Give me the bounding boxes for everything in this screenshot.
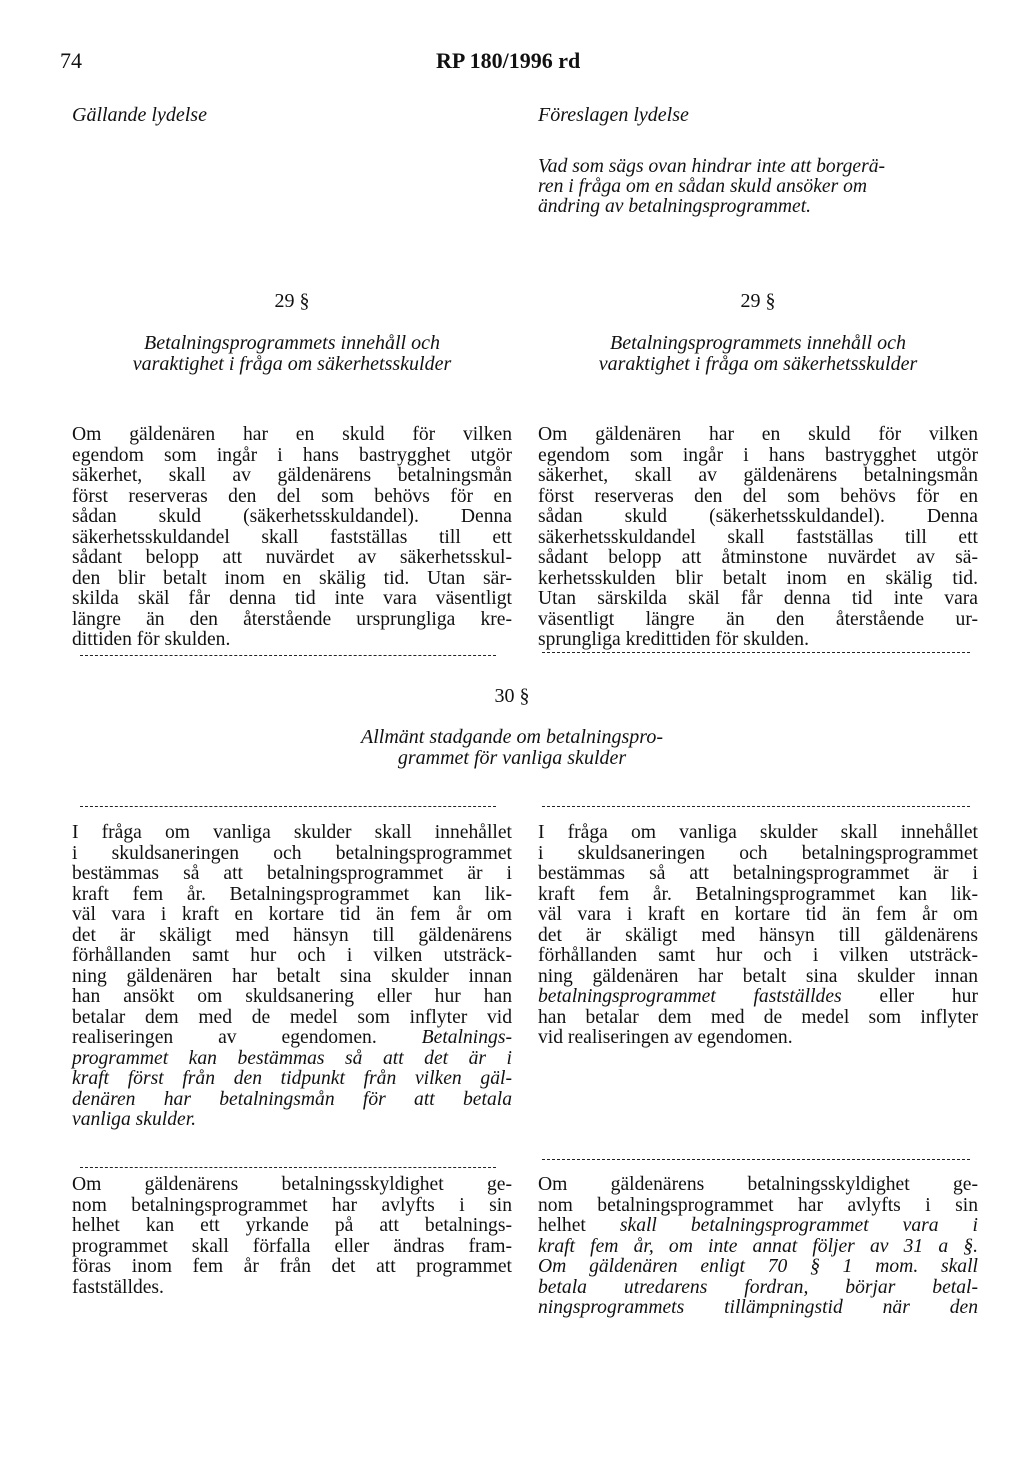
text-line: nom betalningsprogrammet har avlyfts i sin <box>538 1194 978 1216</box>
text-line <box>72 1028 512 1049</box>
dashed-divider <box>80 806 496 807</box>
text-line: han ansökt om skuldsanering eller hur han <box>72 986 512 1007</box>
text-line: programmet skall förfalla eller ändras fram- <box>72 1235 512 1257</box>
text-segment: eller hur <box>879 986 978 1007</box>
text-line: programmet kan bestämmas så att det är i <box>72 1047 512 1069</box>
text-line: väl vara i kraft en kortare tid än fem år om <box>72 904 512 925</box>
text-line: betala utredarens fordran, börjar betal- <box>538 1276 978 1298</box>
text-line: egendom som ingår i hans bastrygghet utgör <box>538 444 978 466</box>
section-30-paragraph-2-left <box>72 1175 512 1298</box>
text-line: Om gäldenären enligt 70 § 1 mom. skall <box>538 1256 978 1277</box>
text-line: kraft först från den tidpunkt från vilken gäl- <box>72 1068 512 1089</box>
title-line: Betalningsprogrammets innehåll och <box>610 332 906 354</box>
section-30-number: 30 § <box>494 685 530 707</box>
text-line: Om gäldenärens betalningsskyldighet ge- <box>72 1174 512 1195</box>
text-line: sådan skuld (säkerhetsskuldandel). Denna <box>72 506 512 527</box>
text-line: kraft fem år. Betalningsprogrammet kan lik- <box>538 883 978 905</box>
right-column-heading: Föreslagen lydelse <box>538 104 689 126</box>
text-line: säkerhetsskuldandel skall fastställas till ett <box>538 526 978 548</box>
italic-text-segment: betalningsprogrammet fastställdes <box>538 986 842 1007</box>
section-30-paragraph-1-left <box>72 823 512 1131</box>
text-line: I fråga om vanliga skulder skall innehållet <box>538 822 978 843</box>
left-column-heading: Gällande lydelse <box>72 104 207 126</box>
text-line: den blir betalt inom en skälig tid. Utan sär- <box>72 567 512 589</box>
text-line: Utan särskilda skäl får denna tid inte vara <box>538 588 978 609</box>
section-30-paragraph-2-right <box>538 1175 978 1319</box>
text-line: kraft fem år, om inte annat följer av 31 a §. <box>538 1235 978 1257</box>
text-line: denären har betalningsmån för att betala <box>72 1088 512 1110</box>
text-line: sådant belopp att åtminstone nuvärdet av sä- <box>538 547 978 568</box>
title-line: grammet för vanliga skulder <box>397 746 627 769</box>
text-line <box>538 1216 978 1237</box>
text-line: först reserveras den del som behövs för en <box>538 485 978 507</box>
text-line: Vad som sägs ovan hindrar inte att borgerä- <box>538 156 886 177</box>
section-30-title <box>292 727 732 768</box>
dashed-divider <box>80 655 496 656</box>
section-30-paragraph-1-right <box>538 823 978 1049</box>
dashed-divider <box>542 652 970 653</box>
title-line: Betalningsprogrammets innehåll och <box>144 332 440 354</box>
text-line: ning gäldenären har betalt sina skulder innan <box>72 965 512 987</box>
text-line: Om gäldenärens betalningsskyldighet ge- <box>538 1174 978 1195</box>
text-line: sådan skuld (säkerhetsskuldandel). Denna <box>538 506 978 527</box>
text-line <box>538 987 978 1008</box>
text-line: säkerhetsskuldandel skall fastställas till ett <box>72 526 512 548</box>
document-title: RP 180/1996 rd <box>436 48 581 73</box>
text-line: först reserveras den del som behövs för en <box>72 485 512 507</box>
title-line: varaktighet i fråga om säkerhetsskulder <box>132 352 452 375</box>
text-segment: helhet <box>538 1215 586 1236</box>
text-line: vid realiseringen av egendomen. <box>538 1027 793 1048</box>
text-line: helhet kan ett yrkande på att betalnings- <box>72 1215 512 1236</box>
title-line: varaktighet i fråga om säkerhetsskulder <box>598 352 918 375</box>
dashed-divider <box>80 1167 496 1168</box>
dashed-divider <box>542 806 970 807</box>
page-number: 74 <box>60 48 82 73</box>
text-line: föras inom fem år från det att programmet <box>72 1256 512 1277</box>
section-29-paragraph-right <box>538 425 978 651</box>
text-line: Om gäldenären har en skuld för vilken <box>72 424 512 445</box>
text-line: bestämmas så att betalningsprogrammet är i <box>72 863 512 884</box>
text-line: väsentligt längre än den återstående ur- <box>538 608 978 630</box>
text-line: förhållanden samt hur och i vilken utsträck- <box>538 945 978 966</box>
text-line: bestämmas så att betalningsprogrammet är i <box>538 863 978 884</box>
text-line: vanliga skulder. <box>72 1109 197 1130</box>
text-line: dittiden för skulden. <box>72 629 231 650</box>
text-line: nom betalningsprogrammet har avlyfts i sin <box>72 1194 512 1216</box>
text-line: det är skäligt med hänsyn till gäldenärens <box>72 924 512 946</box>
text-line: ningsprogrammets tillämpningstid när den <box>538 1297 978 1318</box>
text-line: det är skäligt med hänsyn till gäldenärens <box>538 924 978 946</box>
italic-text-segment: Betalnings- <box>421 1027 512 1048</box>
text-line: sådant belopp att nuvärdet av säkerhetsskul- <box>72 547 512 568</box>
text-line: ren i fråga om en sådan skuld ansöker om <box>538 176 868 197</box>
text-line: han betalar dem med de medel som inflyter <box>538 1006 978 1028</box>
text-segment: realiseringen av egendomen. <box>72 1027 377 1048</box>
section-29-number-right: 29 § <box>740 290 776 312</box>
text-line: skilda skäl får denna tid inte vara väsentligt <box>72 588 512 609</box>
section-29-paragraph-left <box>72 425 512 651</box>
intro-paragraph-right <box>538 157 978 217</box>
section-29-number-left: 29 § <box>274 290 310 312</box>
italic-text-segment: skall betalningsprogrammet vara i <box>619 1215 978 1236</box>
text-line: längre än den återstående ursprungliga kre- <box>72 608 512 630</box>
text-line: fastställdes. <box>72 1276 164 1298</box>
text-line: förhållanden samt hur och i vilken utsträck- <box>72 945 512 966</box>
text-line: I fråga om vanliga skulder skall innehållet <box>72 822 512 843</box>
text-line: betalar dem med de medel som inflyter vid <box>72 1006 512 1028</box>
text-line: ning gäldenären har betalt sina skulder innan <box>538 965 978 987</box>
text-line: egendom som ingår i hans bastrygghet utgör <box>72 444 512 466</box>
dashed-divider <box>542 1159 970 1160</box>
text-line: sprungliga kredittiden för skulden. <box>538 629 809 650</box>
text-line: kerhetsskulden blir betalt inom en skälig tid. <box>538 567 978 589</box>
text-line: säkerhet, skall av gäldenärens betalningsmån <box>538 465 978 486</box>
text-line: kraft fem år. Betalningsprogrammet kan lik- <box>72 883 512 905</box>
text-line: säkerhet, skall av gäldenärens betalningsmån <box>72 465 512 486</box>
text-line: väl vara i kraft en kortare tid än fem år om <box>538 904 978 925</box>
text-line: Om gäldenären har en skuld för vilken <box>538 424 978 445</box>
text-line: ändring av betalningsprogrammet. <box>538 196 812 217</box>
section-29-title-right <box>538 333 978 374</box>
title-line: Allmänt stadgande om betalningspro- <box>360 726 664 748</box>
text-line: i skuldsaneringen och betalningsprogrammet <box>538 842 978 864</box>
text-line: i skuldsaneringen och betalningsprogrammet <box>72 842 512 864</box>
section-29-title-left <box>72 333 512 374</box>
